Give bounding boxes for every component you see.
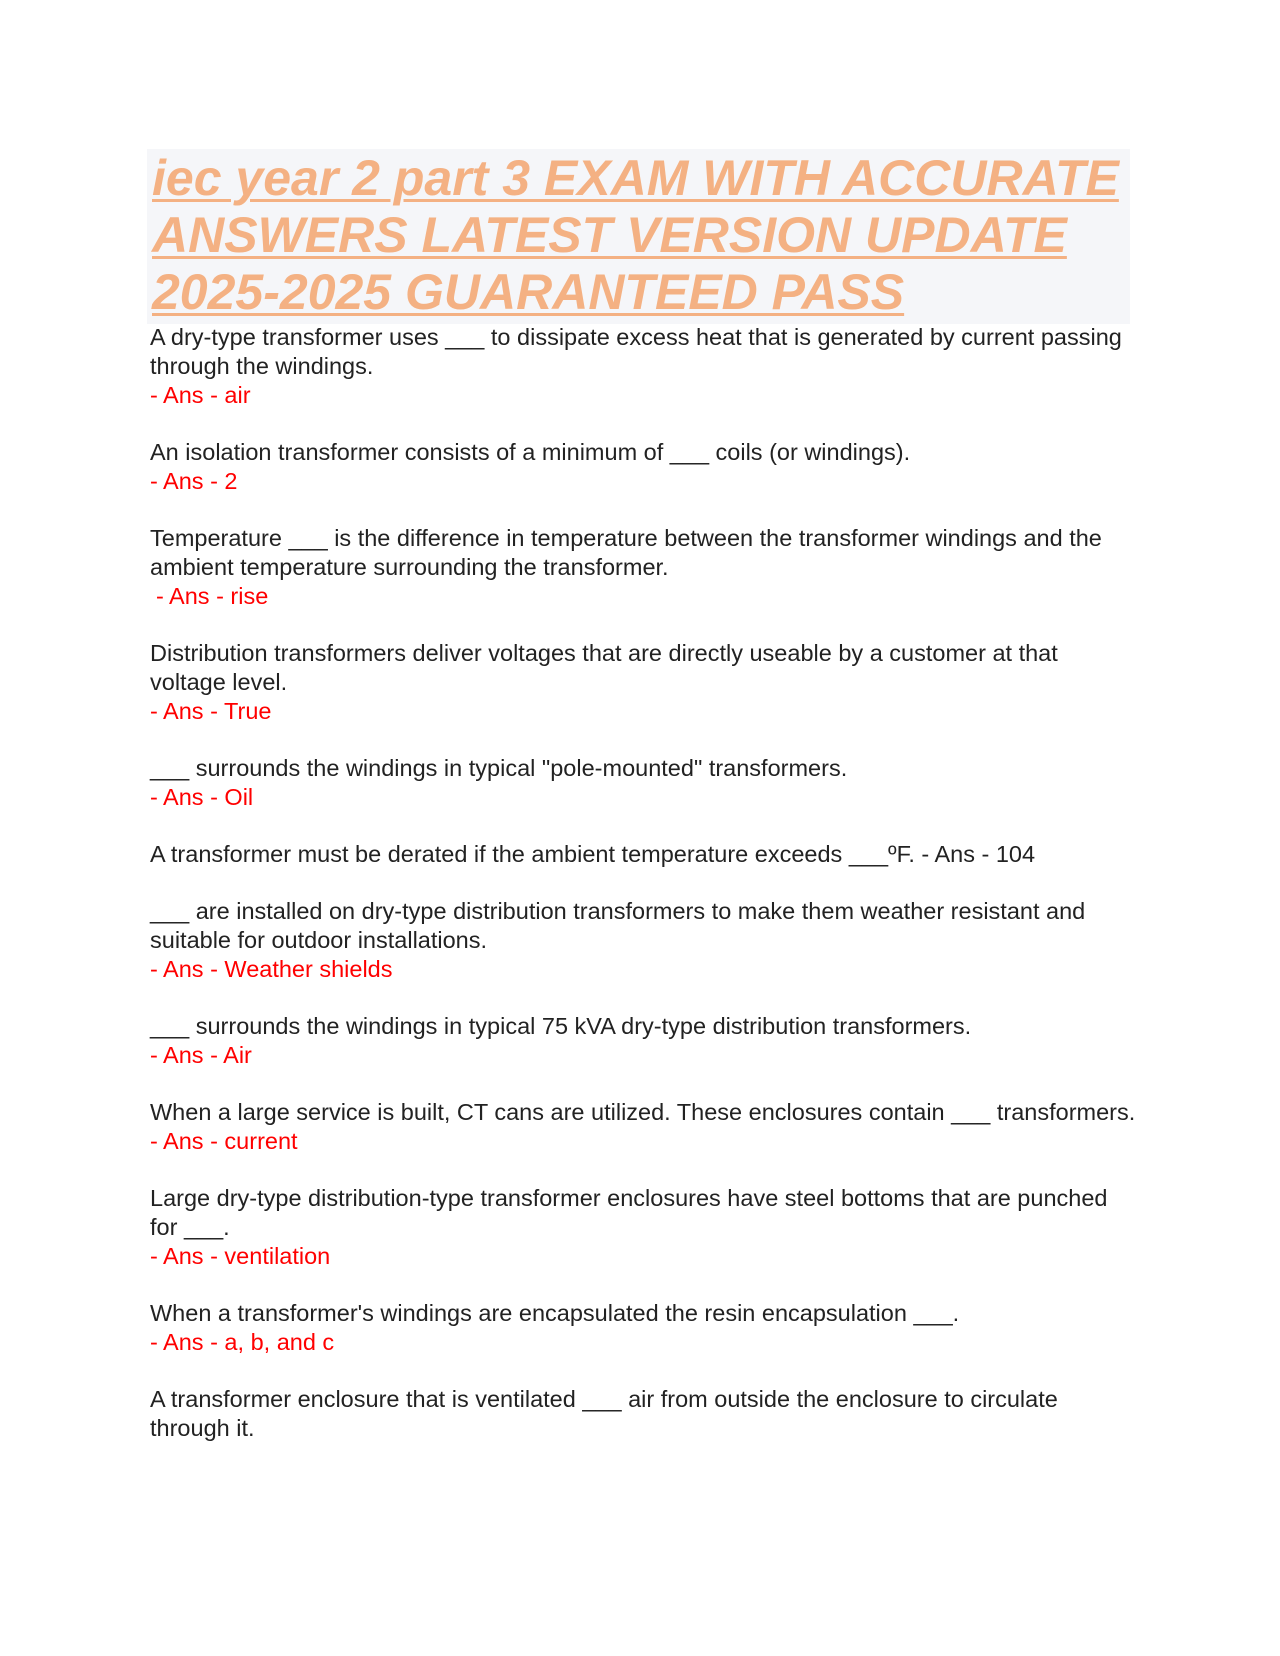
answer-text: - Ans - True [150,698,272,724]
qa-item-9 [150,1098,1140,1156]
qa-item-2 [150,438,1140,496]
answer-text: - Ans - Air [150,1042,252,1068]
answer-text: - Ans - ventilation [150,1243,331,1269]
qa-item-8 [150,1012,1140,1070]
answer-text: - Ans - Oil [150,784,254,810]
answer-text: - Ans - 2 [150,468,238,494]
question-text: Large dry-type distribution-type transformer enclosures have steel bottoms that are punched for ___. [150,1185,1108,1240]
answer-text: - Ans - air [150,382,251,408]
answer-text: - Ans - rise [156,583,269,609]
qa-item-6 [150,840,1140,869]
question-text: A dry-type transformer uses ___ to dissipate excess heat that is generated by current passing through the windings. [150,324,1122,379]
qa-item-10 [150,1184,1140,1271]
qa-item-3 [150,524,1140,611]
question-text: When a large service is built, CT cans are utilized. These enclosures contain ___ transformers. [150,1099,1136,1125]
document-title: iec year 2 part 3 EXAM WITH ACCURATE ANSWERS LATEST VERSION UPDATE 2025-2025 GUARANTEED PASS [152,150,1119,320]
question-answer-list [150,323,1140,1471]
question-text: ___ surrounds the windings in typical 75 kVA dry-type distribution transformers. [150,1013,972,1039]
answer-text: - Ans - a, b, and c [150,1329,335,1355]
question-text: A transformer enclosure that is ventilated ___ air from outside the enclosure to circulate through it. [150,1386,1058,1441]
qa-item-1 [150,323,1140,410]
question-text: ___ are installed on dry-type distribution transformers to make them weather resistant and suitable for outdoor installations. [150,898,1086,953]
question-text: ___ surrounds the windings in typical "pole-mounted" transformers. [150,755,848,781]
answer-text: - Ans - Weather shields [150,956,393,982]
answer-text: - Ans - current [150,1128,298,1154]
question-text: Temperature ___ is the difference in temperature between the transformer windings and the ambient temperature surrounding the transformer. [150,525,1102,580]
qa-item-7 [150,897,1140,984]
qa-item-11 [150,1299,1140,1357]
qa-item-12 [150,1385,1140,1443]
question-text: Distribution transformers deliver voltages that are directly useable by a customer at that voltage level. [150,640,1058,695]
question-text: A transformer must be derated if the ambient temperature exceeds ___ºF. - Ans - 104 [150,841,1036,867]
question-text: An isolation transformer consists of a minimum of ___ coils (or windings). [150,439,911,465]
qa-item-5 [150,754,1140,812]
qa-item-4 [150,639,1140,726]
question-text: When a transformer's windings are encapsulated the resin encapsulation ___. [150,1300,960,1326]
